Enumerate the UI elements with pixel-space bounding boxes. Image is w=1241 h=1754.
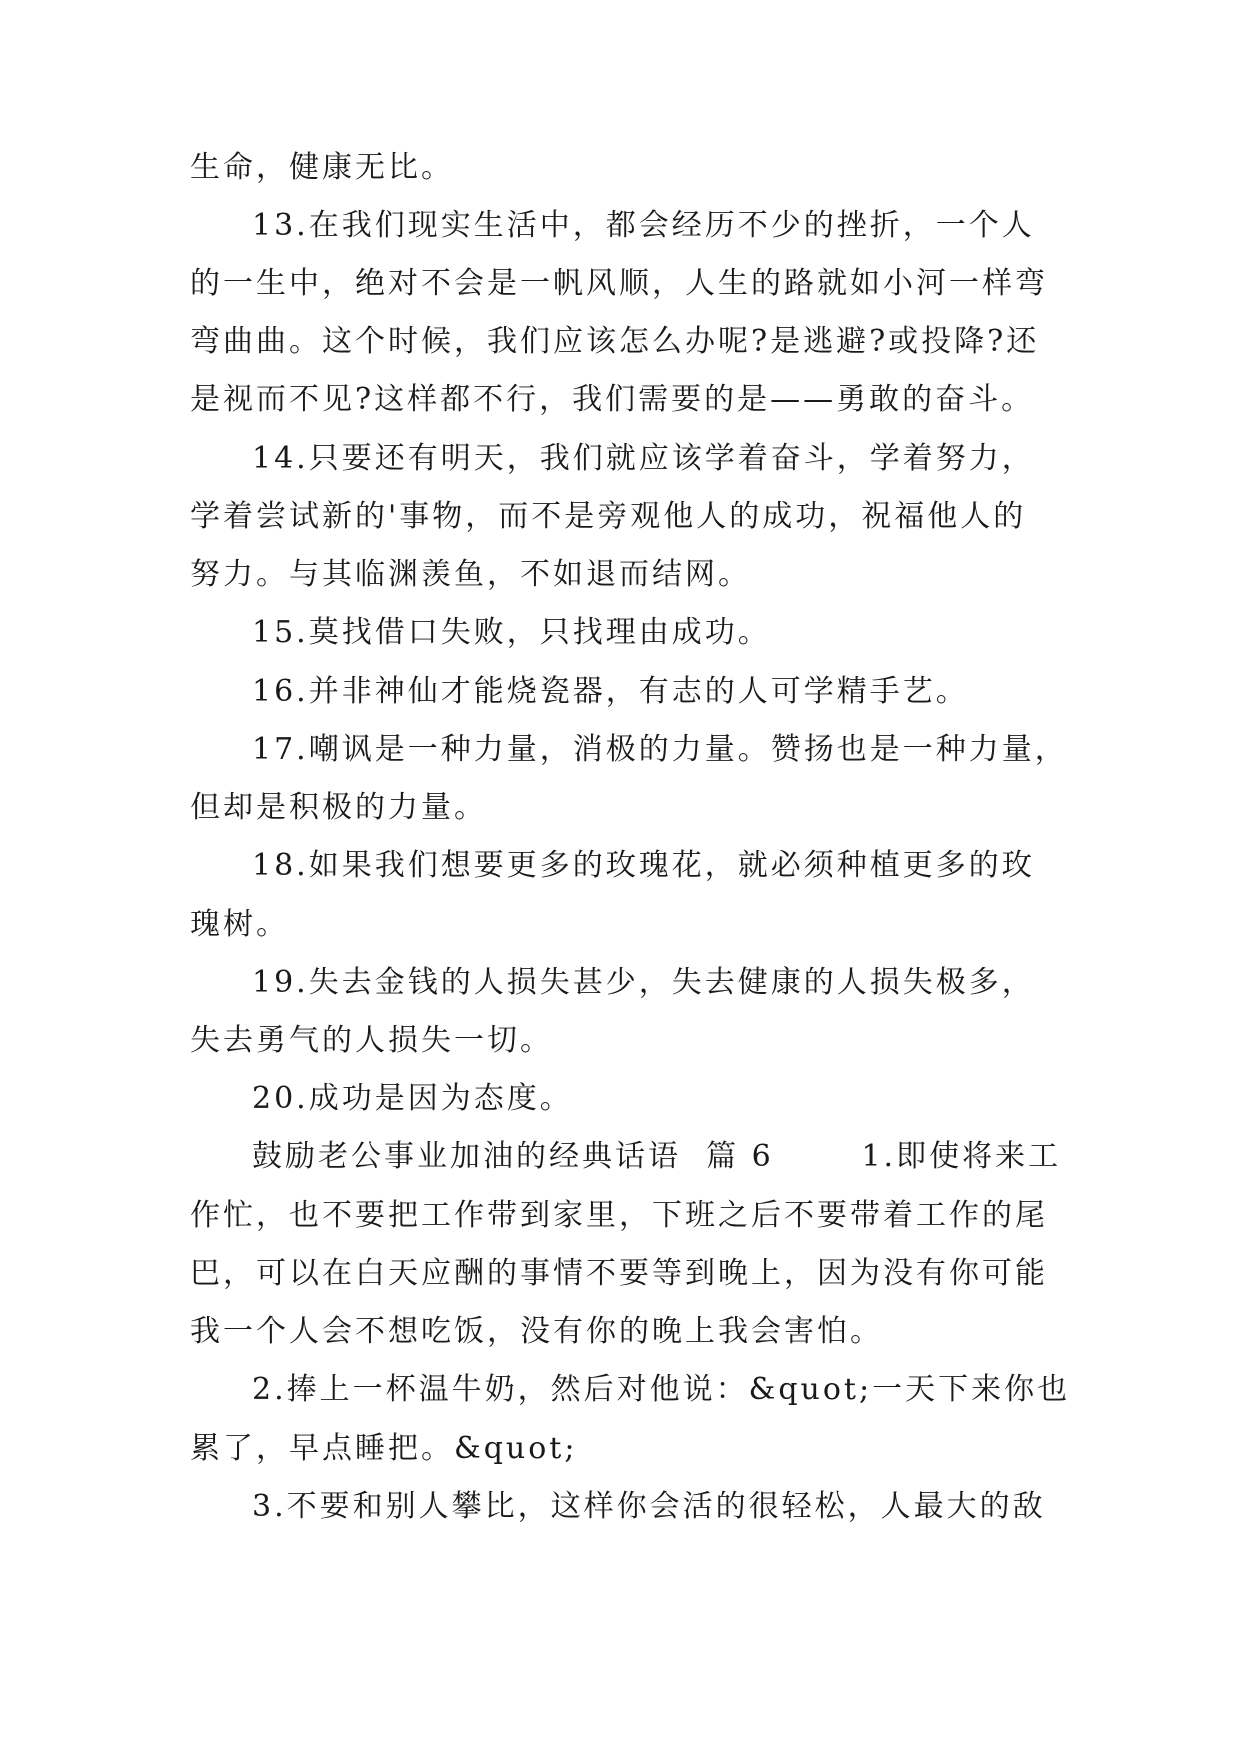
text-line: 2.捧上一杯温牛奶，然后对他说：&quot;一天下来你也 <box>252 1372 1071 1407</box>
text-line: 学着尝试新的'事物，而不是旁观他人的成功，祝福他人的 <box>190 499 1027 534</box>
text-line: 作忙，也不要把工作带到家里，下班之后不要带着工作的尾 <box>190 1198 1048 1233</box>
text-line: 努力。与其临渊羡鱼，不如退而结网。 <box>190 557 751 592</box>
text-line: 是视而不见?这样都不行，我们需要的是——勇敢的奋斗。 <box>190 382 1035 417</box>
text-line: 我一个人会不想吃饭，没有你的晚上我会害怕。 <box>190 1314 883 1349</box>
text-line: 13.在我们现实生活中，都会经历不少的挫折，一个人 <box>252 208 1035 243</box>
text-line: 巴，可以在白天应酬的事情不要等到晚上，因为没有你可能 <box>190 1256 1048 1291</box>
text-line: 16.并非神仙才能烧瓷器，有志的人可学精手艺。 <box>252 674 969 709</box>
section-heading-line: 鼓励老公事业加油的经典话语 篇 6 1.即使将来工 <box>252 1139 1062 1174</box>
text-line: 瑰树。 <box>190 907 289 942</box>
text-line: 的一生中，绝对不会是一帆风顺，人生的路就如小河一样弯 <box>190 266 1048 301</box>
text-line: 弯曲曲。这个时候，我们应该怎么办呢?是逃避?或投降?还 <box>190 324 1040 359</box>
text-line: 17.嘲讽是一种力量，消极的力量。赞扬也是一种力量， <box>252 732 1068 767</box>
text-line: 20.成功是因为态度。 <box>252 1081 573 1116</box>
text-line: 18.如果我们想要更多的玫瑰花，就必须种植更多的玫 <box>252 848 1035 883</box>
text-line: 生命，健康无比。 <box>190 150 454 185</box>
text-line: 15.莫找借口失败，只找理由成功。 <box>252 615 771 650</box>
text-line: 14.只要还有明天，我们就应该学着奋斗，学着努力， <box>252 441 1035 476</box>
text-line: 19.失去金钱的人损失甚少，失去健康的人损失极多， <box>252 965 1035 1000</box>
text-line: 失去勇气的人损失一切。 <box>190 1023 553 1058</box>
text-line: 但却是积极的力量。 <box>190 790 487 825</box>
text-line: 3.不要和别人攀比，这样你会活的很轻松，人最大的敌 <box>252 1489 1046 1524</box>
text-line: 累了，早点睡把。&quot; <box>190 1431 578 1466</box>
